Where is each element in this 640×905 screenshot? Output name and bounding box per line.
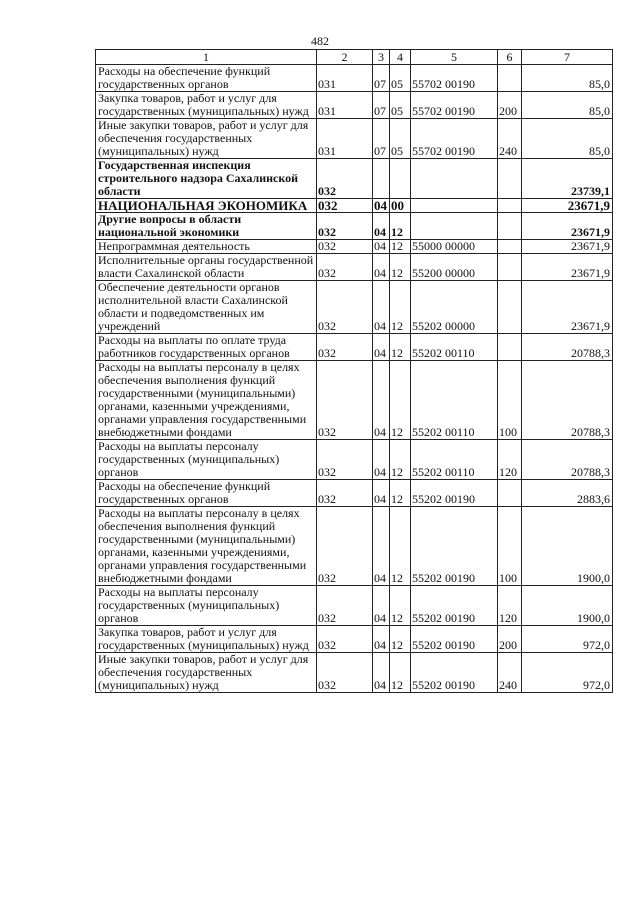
table-row [96,361,613,440]
ministry-code-cell: 032 [317,334,373,361]
amount-cell: 85,0 [522,65,613,92]
target-article-cell: 55202 00190 [411,586,498,626]
subsection-code-cell: 12 [390,480,411,507]
amount-cell: 1900,0 [522,586,613,626]
section-code-cell: 04 [373,586,390,626]
ministry-code-cell: 032 [317,626,373,653]
header-col-2: 2 [317,50,373,65]
expense-name-cell: Расходы на выплаты персоналу государственных (муниципальных) органов [96,586,317,626]
ministry-code-cell: 032 [317,480,373,507]
target-article-cell: 55202 00190 [411,653,498,693]
section-code-cell [373,159,390,199]
expense-name-cell: Иные закупки товаров, работ и услуг для обеспечения государственных (муниципальных) нужд [96,653,317,693]
section-code-cell: 07 [373,92,390,119]
ministry-code-cell: 031 [317,92,373,119]
expense-name-cell: Закупка товаров, работ и услуг для государственных (муниципальных) нужд [96,626,317,653]
amount-cell: 23671,9 [522,240,613,254]
amount-cell: 23671,9 [522,254,613,281]
expense-name-cell: Расходы на обеспечение функций государственных органов [96,65,317,92]
amount-cell: 20788,3 [522,361,613,440]
section-code-cell: 07 [373,119,390,159]
ministry-code-cell: 032 [317,361,373,440]
expense-type-cell [498,254,522,281]
amount-cell: 972,0 [522,653,613,693]
section-code-cell: 04 [373,254,390,281]
subsection-code-cell: 12 [390,653,411,693]
section-code-cell: 04 [373,626,390,653]
table-body [96,65,613,693]
subsection-code-cell: 12 [390,507,411,586]
subsection-code-cell: 00 [390,199,411,213]
section-code-cell: 04 [373,240,390,254]
expense-type-cell: 200 [498,92,522,119]
header-col-1: 1 [96,50,317,65]
subsection-code-cell: 05 [390,65,411,92]
target-article-cell: 55200 00000 [411,254,498,281]
target-article-cell [411,199,498,213]
expense-name-cell: Исполнительные органы государственной власти Сахалинской области [96,254,317,281]
ministry-code-cell: 032 [317,586,373,626]
ministry-code-cell: 032 [317,507,373,586]
expense-name-cell: Расходы на выплаты персоналу в целях обеспечения выполнения функций государственными (муниципальными) органами, казенными учреждениями, органами управления государственными внебюджетными фондами [96,507,317,586]
expense-type-cell: 120 [498,440,522,480]
expense-type-cell: 100 [498,361,522,440]
header-col-6: 6 [498,50,522,65]
amount-cell: 972,0 [522,626,613,653]
section-code-cell: 04 [373,480,390,507]
target-article-cell [411,159,498,199]
table-row [96,119,613,159]
expense-name-cell: Обеспечение деятельности органов исполнительной власти Сахалинской области и подведомственных им учреждений [96,281,317,334]
expense-name-cell: НАЦИОНАЛЬНАЯ ЭКОНОМИКА [96,199,317,213]
header-col-3: 3 [373,50,390,65]
subsection-code-cell: 12 [390,254,411,281]
amount-cell: 23671,9 [522,213,613,240]
section-code-cell: 04 [373,199,390,213]
header-row [96,50,613,65]
table-row [96,480,613,507]
ministry-code-cell: 031 [317,119,373,159]
target-article-cell: 55702 00190 [411,119,498,159]
target-article-cell: 55202 00110 [411,361,498,440]
ministry-code-cell: 032 [317,440,373,480]
section-code-cell: 04 [373,361,390,440]
header-col-5: 5 [411,50,498,65]
expense-name-cell: Закупка товаров, работ и услуг для государственных (муниципальных) нужд [96,92,317,119]
ministry-code-cell: 032 [317,199,373,213]
subsection-code-cell: 12 [390,334,411,361]
amount-cell: 23739,1 [522,159,613,199]
table-row [96,626,613,653]
subsection-code-cell: 12 [390,361,411,440]
expense-name-cell: Расходы на выплаты персоналу в целях обеспечения выполнения функций государственными (муниципальными) органами, казенными учреждениями, органами управления государственными внебюджетными фондами [96,361,317,440]
table-row [96,92,613,119]
expense-name-cell: Расходы на выплаты по оплате труда работников государственных органов [96,334,317,361]
amount-cell: 2883,6 [522,480,613,507]
section-code-cell: 04 [373,281,390,334]
table-row [96,507,613,586]
target-article-cell: 55202 00190 [411,626,498,653]
expense-name-cell: Расходы на выплаты персоналу государственных (муниципальных) органов [96,440,317,480]
ministry-code-cell: 032 [317,240,373,254]
expense-name-cell: Иные закупки товаров, работ и услуг для обеспечения государственных (муниципальных) нужд [96,119,317,159]
section-code-cell: 07 [373,65,390,92]
expense-type-cell [498,334,522,361]
expense-type-cell: 100 [498,507,522,586]
section-code-cell: 04 [373,507,390,586]
expense-type-cell [498,65,522,92]
table-row [96,159,613,199]
budget-table [95,49,613,693]
expense-name-cell: Расходы на обеспечение функций государственных органов [96,480,317,507]
target-article-cell: 55702 00190 [411,92,498,119]
amount-cell: 23671,9 [522,281,613,334]
table-row [96,254,613,281]
table-row [96,586,613,626]
ministry-code-cell: 032 [317,653,373,693]
table-row [96,440,613,480]
table-row [96,653,613,693]
amount-cell: 20788,3 [522,334,613,361]
expense-type-cell [498,159,522,199]
subsection-code-cell [390,159,411,199]
subsection-code-cell: 12 [390,586,411,626]
table-row [96,65,613,92]
expense-name-cell: Государственная инспекция строительного надзора Сахалинской области [96,159,317,199]
target-article-cell: 55202 00190 [411,507,498,586]
ministry-code-cell: 032 [317,159,373,199]
section-code-cell: 04 [373,334,390,361]
subsection-code-cell: 12 [390,281,411,334]
subsection-code-cell: 05 [390,119,411,159]
expense-type-cell [498,281,522,334]
table-row [96,334,613,361]
header-col-7: 7 [522,50,613,65]
expense-type-cell [498,240,522,254]
ministry-code-cell: 031 [317,65,373,92]
header-col-4: 4 [390,50,411,65]
expense-type-cell: 240 [498,653,522,693]
section-code-cell: 04 [373,653,390,693]
target-article-cell: 55000 00000 [411,240,498,254]
target-article-cell: 55202 00110 [411,440,498,480]
table-row [96,240,613,254]
expense-type-cell [498,213,522,240]
subsection-code-cell: 12 [390,240,411,254]
table-row [96,213,613,240]
amount-cell: 85,0 [522,119,613,159]
expense-type-cell [498,480,522,507]
ministry-code-cell: 032 [317,281,373,334]
table-row [96,199,613,213]
subsection-code-cell: 12 [390,626,411,653]
expense-name-cell: Другие вопросы в области национальной экономики [96,213,317,240]
table-row [96,281,613,334]
section-code-cell: 04 [373,213,390,240]
amount-cell: 1900,0 [522,507,613,586]
amount-cell: 85,0 [522,92,613,119]
expense-name-cell: Непрограммная деятельность [96,240,317,254]
expense-type-cell: 240 [498,119,522,159]
target-article-cell: 55202 00110 [411,334,498,361]
subsection-code-cell: 12 [390,213,411,240]
target-article-cell: 55202 00000 [411,281,498,334]
amount-cell: 23671,9 [522,199,613,213]
subsection-code-cell: 12 [390,440,411,480]
target-article-cell: 55702 00190 [411,65,498,92]
section-code-cell: 04 [373,440,390,480]
expense-type-cell: 200 [498,626,522,653]
ministry-code-cell: 032 [317,213,373,240]
page-number: 482 [311,34,329,48]
amount-cell: 20788,3 [522,440,613,480]
expense-type-cell [498,199,522,213]
target-article-cell [411,213,498,240]
subsection-code-cell: 05 [390,92,411,119]
expense-type-cell: 120 [498,586,522,626]
target-article-cell: 55202 00190 [411,480,498,507]
ministry-code-cell: 032 [317,254,373,281]
